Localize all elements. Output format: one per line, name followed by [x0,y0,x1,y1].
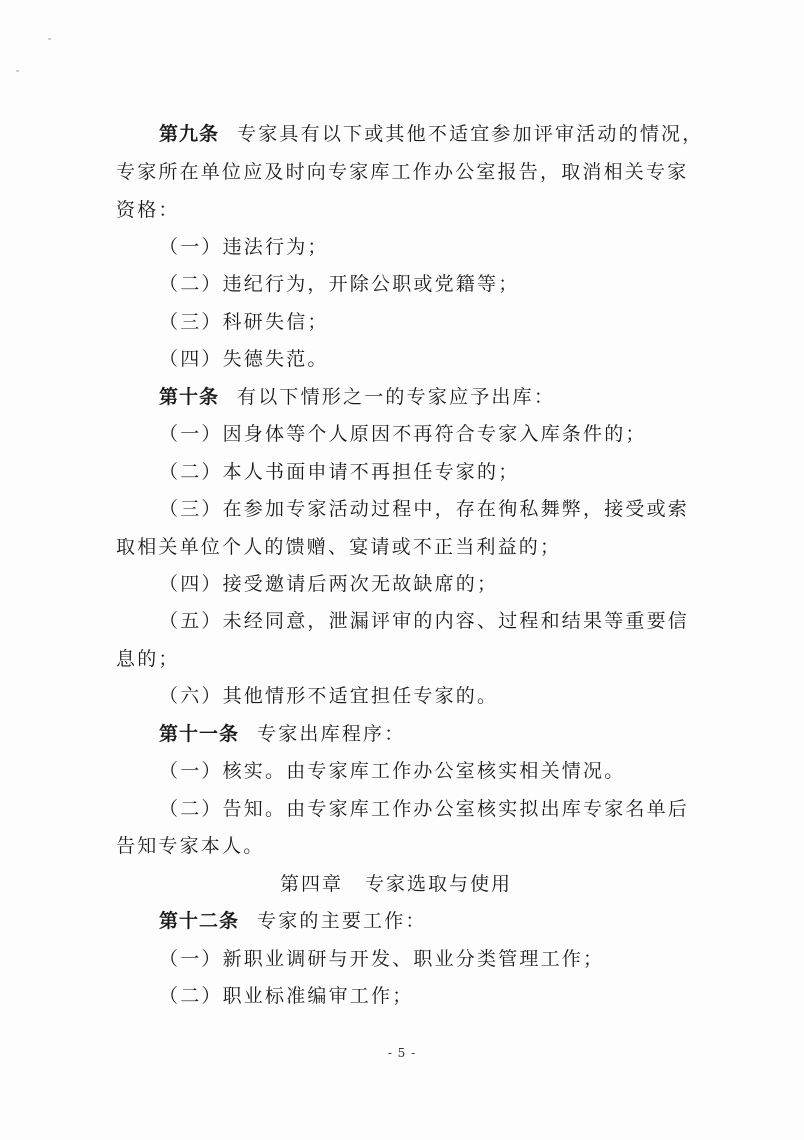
article-number: 第十一条 [159,723,240,745]
article-9-line-2: 专家所在单位应及时向专家库工作办公室报告，取消相关专家 [116,161,689,183]
article-12-item-1: （一）新职业调研与开发、职业分类管理工作； [159,948,605,970]
article-10-line-1 [116,385,719,409]
article-11-item-2: （二）告知。由专家库工作办公室核实拟出库专家名单后 [159,798,690,820]
page-number: - 5 - [387,1046,417,1060]
article-9-item-1: （一）违法行为； [159,236,329,258]
article-10-item-1: （一）因身体等个人原因不再符合专家入库条件的； [159,423,647,445]
article-9-item-3: （三）科研失信； [159,311,329,333]
article-11-line-1 [116,722,719,746]
article-10-item-2: （二）本人书面申请不再担任专家的； [159,461,520,483]
chapter-number: 第四章 [279,873,343,895]
article-10-item-3: （三）在参加专家活动过程中，存在徇私舞弊，接受或索 [159,498,690,520]
article-text: 专家出库程序： [257,723,406,745]
article-10-item-3-cont: 取相关单位个人的馈赠、宴请或不正当利益的； [116,536,562,558]
article-text: 专家具有以下或其他不适宜参加评审活动的情况， [237,123,704,145]
article-9-item-4: （四）失德失范。 [159,348,329,370]
article-12-line-1 [116,909,719,933]
article-10-item-4: （四）接受邀请后两次无故缺席的； [159,573,499,595]
chapter-title: 专家选取与使用 [365,873,513,895]
article-9-item-2: （二）违纪行为，开除公职或党籍等； [159,273,520,295]
chapter-heading [116,872,676,896]
article-11-item-1: （一）核实。由专家库工作办公室核实相关情况。 [159,760,626,782]
article-11-item-2-cont: 告知专家本人。 [116,835,265,857]
article-text: 有以下情形之一的专家应予出库： [237,386,556,408]
article-number: 第十条 [159,386,220,408]
article-9-line-1 [116,122,719,146]
scan-speck [48,38,51,40]
article-number: 第九条 [159,123,220,145]
article-number: 第十二条 [159,910,240,932]
article-10-item-6: （六）其他情形不适宜担任专家的。 [159,685,499,707]
article-12-item-2: （二）职业标准编审工作； [159,985,414,1007]
article-10-item-5-cont: 息的； [116,648,180,670]
scan-speck [16,70,19,72]
article-9-line-3: 资格： [116,199,180,221]
article-text: 专家的主要工作： [257,910,427,932]
article-10-item-5: （五）未经同意，泄漏评审的内容、过程和结果等重要信 [159,610,690,632]
